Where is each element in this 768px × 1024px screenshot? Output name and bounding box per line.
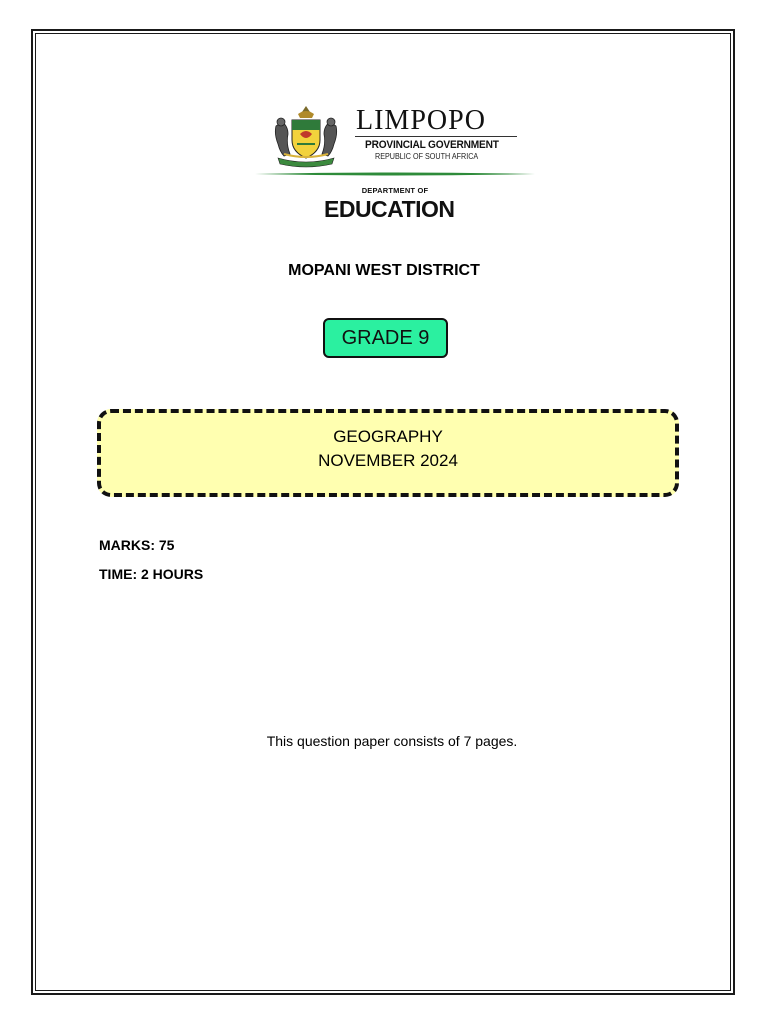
exam-session: NOVEMBER 2024 — [318, 451, 458, 470]
department-of-label: DEPARTMENT OF — [361, 186, 429, 195]
coat-of-arms-icon — [270, 104, 342, 168]
marks-label: MARKS: 75 — [99, 537, 175, 553]
logo-title: LIMPOPO — [356, 105, 486, 136]
department-name: EDUCATION — [324, 196, 455, 222]
grade-label: GRADE 9 — [341, 326, 430, 349]
limpopo-education-logo — [255, 102, 535, 224]
logo-subtitle: PROVINCIAL GOVERNMENT — [365, 139, 499, 151]
page-count-note: This question paper consists of 7 pages. — [266, 733, 518, 749]
grade-badge — [323, 318, 448, 358]
logo-title-rule — [355, 136, 517, 137]
time-label: TIME: 2 HOURS — [99, 566, 204, 582]
logo-country: REPUBLIC OF SOUTH AFRICA — [375, 152, 479, 161]
subject-name: GEOGRAPHY — [333, 427, 443, 446]
green-divider-swoosh — [255, 172, 535, 176]
subject-panel — [97, 409, 679, 497]
district-title: MOPANI WEST DISTRICT — [288, 262, 480, 279]
